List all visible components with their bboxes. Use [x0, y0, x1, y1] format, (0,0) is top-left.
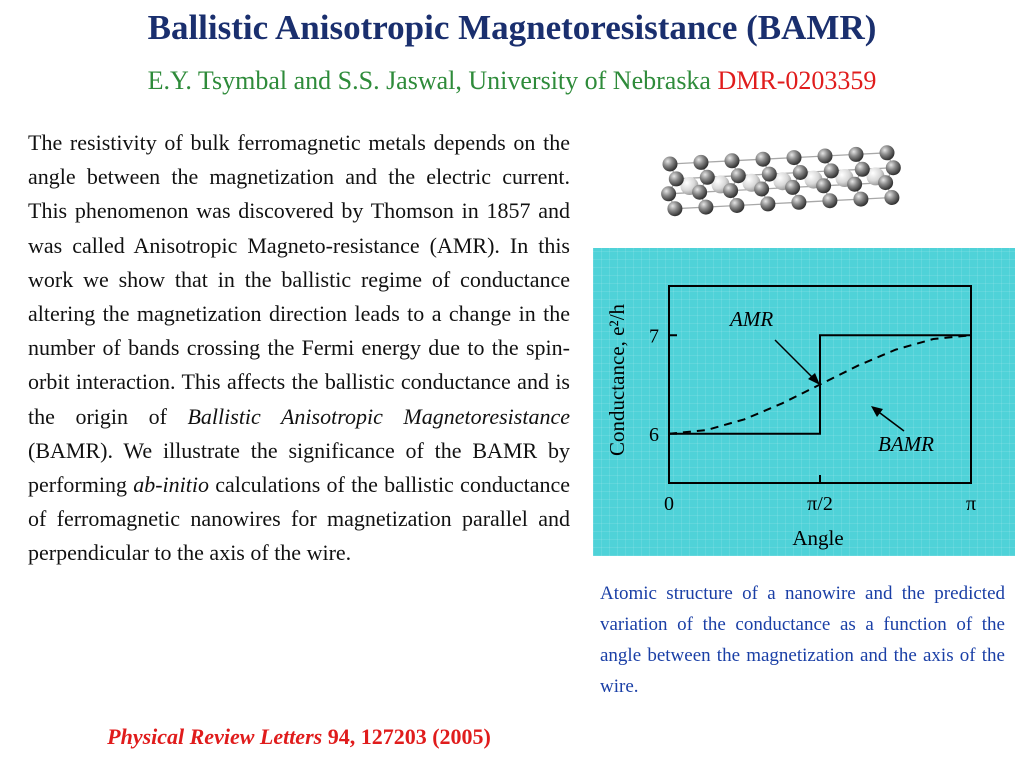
page-title: Ballistic Anisotropic Magnetoresistance (BAMR) — [147, 8, 877, 47]
nanowire-atom — [880, 145, 895, 160]
body-text-part2: (BAMR). We illustrate the significance of the BAMR by performing — [28, 437, 570, 498]
citation-ref: 94, 127203 (2005) — [322, 724, 491, 749]
figure-caption: Atomic structure of a nanowire and the predicted variation of the conductance as a function of the angle between the magnetization and the axis of the wire. — [600, 583, 1005, 697]
nanowire-atom — [669, 171, 684, 186]
nanowire-atom — [849, 147, 864, 162]
nanowire-structure-image — [656, 142, 934, 228]
nanowire-atom — [853, 192, 868, 207]
bamr-pointer-arrowhead — [871, 406, 883, 417]
nanowire-atom — [884, 190, 899, 205]
nanowire-atom — [729, 198, 744, 213]
authors-line — [0, 64, 1024, 98]
body-text-part3: calculations of the ballistic conductance of ferromagnetic nanowires for magnetization parallel and perpendicular to the axis of the wire. — [28, 472, 570, 566]
nanowire-atom — [847, 177, 862, 192]
y-tick-label: 6 — [649, 423, 659, 446]
y-axis-label: Conductance, e²/h — [605, 303, 629, 457]
nanowire-atom — [694, 155, 709, 170]
nanowire-atom — [723, 183, 738, 198]
bamr-legend-label: BAMR — [878, 432, 934, 456]
nanowire-atom — [698, 200, 713, 215]
nanowire-atom — [756, 152, 771, 167]
nanowire-atom — [878, 175, 893, 190]
nanowire-atom — [793, 165, 808, 180]
nanowire-atom — [886, 160, 901, 175]
body-text-part1: The resistivity of bulk ferromagnetic metals depends on the angle between the magnetization and the electric current. This phenomenon was discovered by Thomson in 1857 and was called Anisotropic Magneto-resistance (AMR). In this work we show that in the ballistic regime of conductance altering the magnetization direction leads to a change in the number of bands crossing the Fermi energy due to the spin-orbit interaction. This affects the ballistic conductance and is the origin of — [28, 130, 570, 429]
nanowire-atom — [700, 170, 715, 185]
authors-text: E.Y. Tsymbal and S.S. Jaswal, University of Nebraska — [147, 66, 711, 95]
conductance-chart — [593, 248, 1015, 556]
nanowire-atom — [824, 163, 839, 178]
x-tick-label: π — [965, 493, 977, 515]
amr-legend-label: AMR — [730, 307, 774, 331]
nanowire-atom — [785, 180, 800, 195]
chart-svg — [593, 248, 1015, 556]
bamr-pointer-arrow — [876, 410, 904, 431]
nanowire-atom — [760, 196, 775, 211]
nanowire-atom — [667, 201, 682, 216]
nanowire-atom — [754, 182, 769, 197]
nanowire-atom — [855, 162, 870, 177]
nanowire-atom — [791, 195, 806, 210]
citation-journal: Physical Review Letters — [107, 724, 323, 749]
citation — [0, 722, 598, 752]
nanowire-atom — [692, 185, 707, 200]
nanowire-atom — [762, 167, 777, 182]
nanowire-atom — [818, 149, 833, 164]
nanowire-atom — [725, 153, 740, 168]
body-text-italic1: Ballistic Anisotropic Magnetoresistance — [187, 403, 570, 429]
grant-number: DMR-0203359 — [717, 66, 877, 95]
nanowire-atom — [816, 178, 831, 193]
x-axis-label: Angle — [792, 526, 844, 550]
amr-pointer-arrow — [775, 340, 816, 381]
y-tick-label: 7 — [649, 325, 659, 348]
nanowire-atom — [731, 168, 746, 183]
x-tick-label: π/2 — [807, 493, 833, 515]
nanowire-atom — [822, 193, 837, 208]
x-tick-label: 0 — [664, 493, 674, 515]
nanowire-atom — [787, 150, 802, 165]
nanowire-atom — [663, 157, 678, 172]
body-text — [28, 126, 570, 571]
body-text-italic2: ab-initio — [133, 472, 209, 498]
nanowire-atom — [661, 186, 676, 201]
